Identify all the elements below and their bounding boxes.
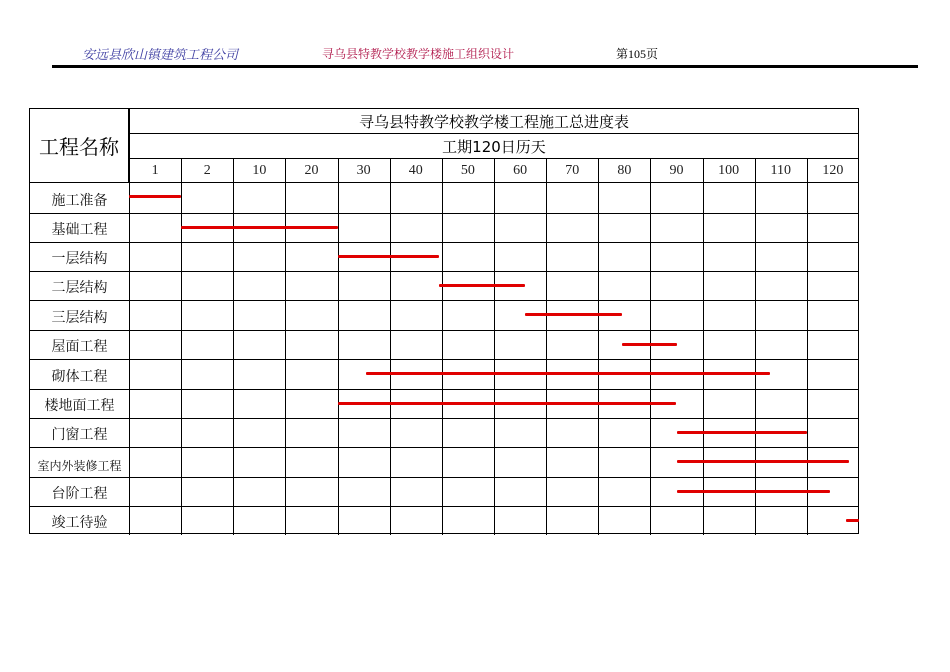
task-bar [181,226,337,229]
header-page-number: 第105页 [616,47,659,61]
day-column-label: 100 [718,162,740,178]
day-column-label: 50 [460,162,475,178]
grid-column-line [546,159,547,535]
day-column-label: 1 [151,162,159,178]
schedule-title: 寻乌县特教学校教学楼工程施工总进度表 [129,109,859,134]
task-bar [338,402,677,405]
name-column-header: 工程名称 [30,109,129,182]
day-column-label: 120 [822,162,844,178]
task-bar [622,343,677,346]
grid-column-line [181,159,182,535]
header-rule [52,65,918,68]
header-company: 安远县欣山镇建筑工程公司 [82,47,239,62]
task-name: 施工准备 [51,193,108,209]
day-column-label: 20 [304,162,319,178]
task-bar [129,195,181,198]
grid-column-line [285,159,286,535]
grid-column-line [390,159,391,535]
task-bar [338,255,440,258]
grid-row-line [30,213,859,214]
day-column-label: 70 [565,162,580,178]
task-name: 门窗工程 [51,427,108,443]
grid-row-line [30,506,859,507]
task-bar [439,284,525,287]
grid-row-line [30,300,859,301]
task-name: 基础工程 [51,222,108,238]
schedule-subtitle: 工期120日历天 [129,134,859,159]
grid-column-line [703,159,704,535]
task-bar [677,460,849,463]
grid-row-line [30,418,859,419]
task-name: 二层结构 [51,280,108,296]
grid-column-line [598,159,599,535]
day-column-label: 60 [513,162,528,178]
task-name: 台阶工程 [51,486,108,502]
task-name: 楼地面工程 [44,398,115,414]
day-column-label: 40 [408,162,423,178]
grid-row-line [30,330,859,331]
task-bar [846,519,859,522]
grid-row-line [30,447,859,448]
task-name: 屋面工程 [51,339,108,355]
day-column-label: 110 [770,162,792,178]
grid-row-line [30,389,859,390]
task-bar [677,490,831,493]
grid-column-line [755,159,756,535]
grid-row-line [30,271,859,272]
grid-column-line [129,109,130,535]
task-name: 竣工待验 [51,515,108,531]
grid-row-line [30,242,859,243]
header-document-title: 寻乌县特教学校教学楼施工组织设计 [322,47,515,61]
task-bar [677,431,807,434]
grid-column-line [442,159,443,535]
day-column-label: 10 [252,162,267,178]
task-name: 三层结构 [51,310,108,326]
day-column-label: 80 [617,162,632,178]
grid-column-line [338,159,339,535]
grid-column-line [494,159,495,535]
grid-row-line [30,182,859,183]
task-name: 室内外装修工程 [37,459,122,473]
grid-column-line [650,159,651,535]
day-column-label: 90 [669,162,684,178]
task-name: 砌体工程 [51,369,108,385]
task-bar [366,372,770,375]
task-bar [525,313,621,316]
grid-column-line [233,159,234,535]
grid-column-line [807,159,808,535]
day-column-label: 2 [203,162,211,178]
grid-row-line [30,359,859,360]
task-name: 一层结构 [51,251,108,267]
grid-row-line [30,477,859,478]
day-column-label: 30 [356,162,371,178]
schedule-table [29,108,859,534]
